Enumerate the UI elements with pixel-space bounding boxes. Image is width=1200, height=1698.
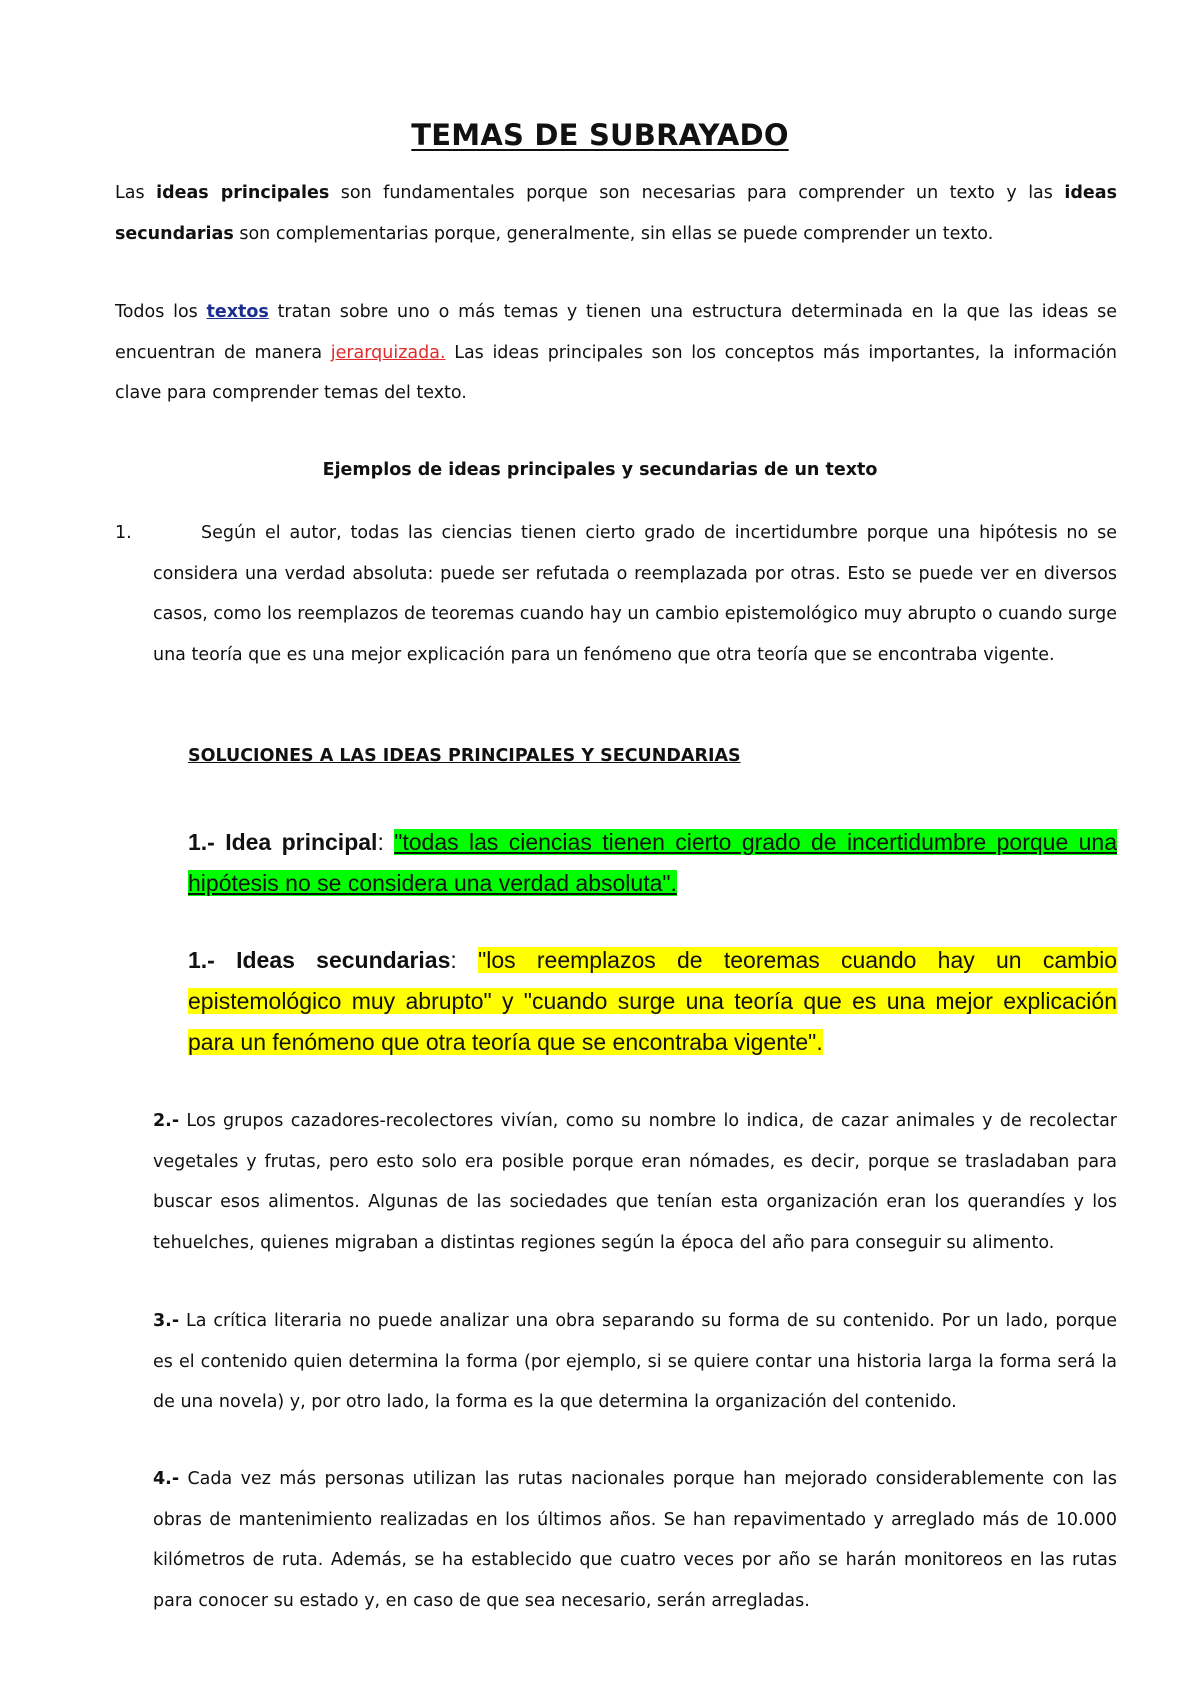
example-4 xyxy=(115,1459,1117,1621)
answer-main-idea-sep: : xyxy=(377,829,395,855)
intro-bold-main-ideas: ideas principales xyxy=(156,183,330,203)
textos-link[interactable]: textos xyxy=(206,302,269,322)
example-3 xyxy=(115,1301,1117,1423)
texts-paragraph xyxy=(115,292,1117,414)
intro-text-2: son fundamentales porque son necesarias para comprender un texto y las xyxy=(329,183,1065,203)
example-1 xyxy=(115,513,1117,675)
texts-paragraph-text-1: Todos los xyxy=(115,302,207,322)
example-1-number: 1. xyxy=(115,523,132,543)
examples-heading: Ejemplos de ideas principales y secundarias de un texto xyxy=(322,460,878,480)
answer-main-idea xyxy=(188,822,1117,904)
answer-main-idea-label: 1.- Idea principal xyxy=(188,829,378,855)
example-4-number: 4.- xyxy=(153,1469,180,1489)
jerarquizada-link[interactable]: jerarquizada. xyxy=(330,342,446,363)
example-4-text: Cada vez más personas utilizan las rutas nacionales porque han mejorado considerablemente con las obras de mantenimiento realizadas en los últimos años. Se han repavimentado y arreglado más de 10.000 kilómetros de ruta. Además, se ha establecido que cuatro veces por año se harán monitoreos en las rutas para conocer su estado y, en caso de que sea necesario, serán arregladas. xyxy=(153,1469,1117,1611)
intro-text-1: Las xyxy=(115,183,157,203)
intro-text-3: son complementarias porque, generalmente, sin ellas se puede comprender un texto. xyxy=(233,223,994,244)
intro-bold-secondary-ideas: ideas secundarias xyxy=(115,183,1117,244)
intro-paragraph xyxy=(115,173,1117,254)
example-3-text: La crítica literaria no puede analizar una obra separando su forma de su contenido. Por un lado, porque es el contenido quien determina la forma (por ejemplo, si se quiere contar una historia larga la forma será la de una novela) y, por otro lado, la forma es la que determina la organización del contenido. xyxy=(153,1311,1117,1412)
solutions-heading: SOLUCIONES A LAS IDEAS PRINCIPALES Y SECUNDARIAS xyxy=(188,746,741,766)
example-1-text: Según el autor, todas las ciencias tienen cierto grado de incertidumbre porque una hipótesis no se considera una verdad absoluta: puede ser refutada o reemplazada por otras. Esto se puede ver en diversos casos, como los reemplazos de teoremas cuando hay un cambio epistemológico muy abrupto o cuando surge una teoría que es una mejor explicación para un fenómeno que otra teoría que se encontraba vigente. xyxy=(153,523,1118,665)
answer-secondary-ideas xyxy=(188,940,1117,1063)
example-2-text: Los grupos cazadores-recolectores vivían, como su nombre lo indica, de cazar animales y de recolectar vegetales y frutas, pero esto solo era posible porque eran nómades, es decir, porque se trasladaban para buscar esos alimentos. Algunas de las sociedades que tenían esta organización eran los querandíes y los tehuelches, quienes migraban a distintas regiones según la época del año para conseguir su alimento. xyxy=(153,1111,1117,1253)
answer-secondary-ideas-highlight: "los reemplazos de teoremas cuando hay un cambio epistemológico muy abrupto" y "cuando surge una teoría que es una mejor explicación para un fenómeno que otra teoría que se encontraba vigente". xyxy=(188,947,1117,1055)
texts-paragraph-text-3: Las ideas principales son los conceptos más importantes, la información clave para comprender temas del texto. xyxy=(115,342,1117,403)
document-title: TEMAS DE SUBRAYADO xyxy=(411,118,789,152)
answer-main-idea-highlight: "todas las ciencias tienen cierto grado de incertidumbre porque una hipótesis no se considera una verdad absoluta". xyxy=(188,829,1117,896)
texts-paragraph-text-2: tratan sobre uno o más temas y tienen una estructura determinada en la que las ideas se encuentran de manera xyxy=(115,302,1117,363)
example-2-number: 2.- xyxy=(153,1111,180,1131)
answer-secondary-ideas-label: 1.- Ideas secundarias xyxy=(188,947,451,973)
example-2 xyxy=(115,1101,1117,1263)
example-3-number: 3.- xyxy=(153,1311,180,1331)
answer-secondary-ideas-sep: : xyxy=(450,947,479,973)
